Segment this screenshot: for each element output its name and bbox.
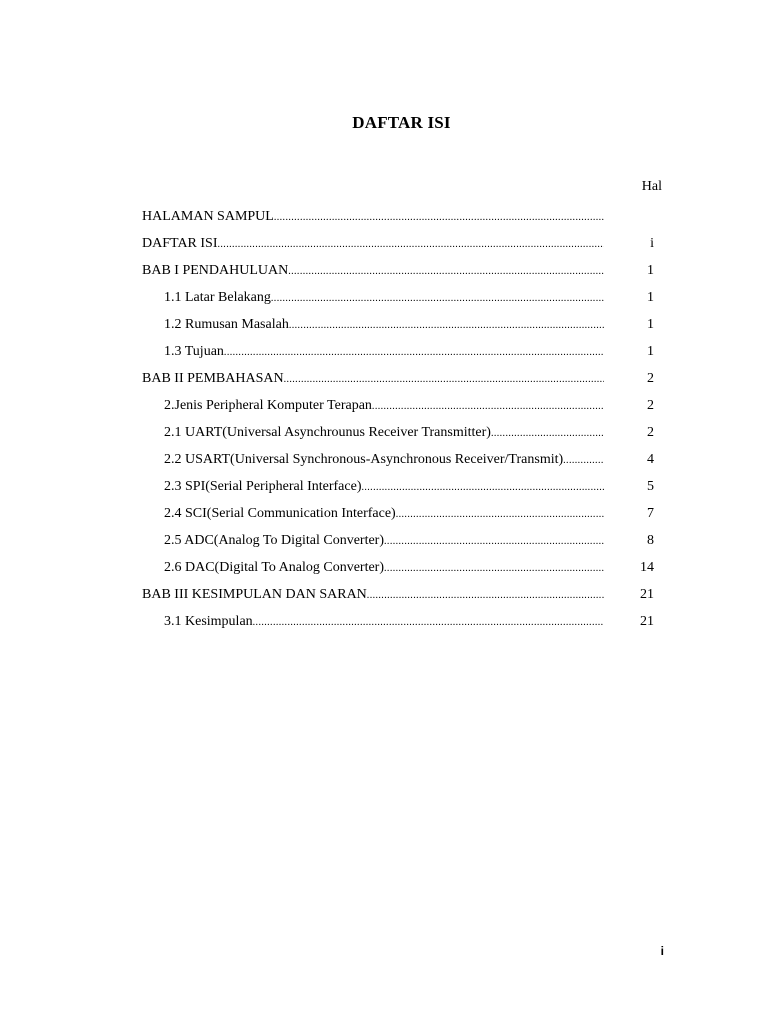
toc-entry-page: 2 — [647, 425, 654, 440]
page-column-header: Hal — [641, 179, 662, 194]
toc-entry-page: 7 — [647, 506, 654, 521]
toc-entry-label: 2.1 UART(Universal Asynchrounus Receiver Transmitter) — [164, 425, 491, 440]
toc-entry-page: i — [650, 236, 654, 251]
toc-entry-1-3 — [142, 343, 662, 370]
toc-entry-label: DAFTAR ISI — [142, 236, 218, 251]
toc-entry-2-6 — [142, 559, 662, 586]
page-title: DAFTAR ISI — [352, 113, 451, 132]
toc-entry-label: 2.6 DAC(Digital To Analog Converter) — [164, 560, 385, 575]
dot-leader — [218, 236, 605, 253]
toc-entry-label: 3.1 Kesimpulan — [164, 614, 253, 629]
toc-entry-label: BAB I PENDAHULUAN — [142, 263, 289, 278]
toc-entry-page: 1 — [647, 290, 654, 305]
toc-entry-bab-1 — [142, 262, 662, 289]
toc-entry-2 — [142, 397, 662, 424]
dot-leader — [372, 398, 604, 415]
toc-entry-label: 2.4 SCI(Serial Communication Interface) — [164, 506, 396, 521]
toc-entry-daftar-isi — [142, 235, 662, 262]
dot-leader — [384, 560, 604, 577]
dot-leader — [289, 317, 604, 334]
toc-entry-label: BAB II PEMBAHASAN — [142, 371, 284, 386]
toc-entry-page: 1 — [647, 344, 654, 359]
toc-entry-2-1 — [142, 424, 662, 451]
toc-entry-label: 1.1 Latar Belakang — [164, 290, 271, 305]
dot-leader — [491, 425, 604, 442]
toc-entry-halaman-sampul — [142, 208, 662, 235]
toc-entry-2-3 — [142, 478, 662, 505]
dot-leader — [384, 533, 604, 550]
toc-entry-label: 2.5 ADC(Analog To Digital Converter) — [164, 533, 385, 548]
table-of-contents — [142, 208, 662, 640]
toc-entry-label: 2.3 SPI(Serial Peripheral Interface) — [164, 479, 362, 494]
dot-leader — [274, 209, 604, 226]
toc-entry-bab-2 — [142, 370, 662, 397]
toc-entry-label: HALAMAN SAMPUL — [142, 209, 274, 224]
toc-entry-page: 14 — [640, 560, 654, 575]
toc-entry-label: 1.3 Tujuan — [164, 344, 224, 359]
toc-entry-label: 1.2 Rumusan Masalah — [164, 317, 289, 332]
toc-entry-2-2 — [142, 451, 662, 478]
dot-leader — [288, 263, 604, 280]
dot-leader — [396, 506, 604, 523]
dot-leader — [224, 344, 604, 361]
toc-entry-3-1 — [142, 613, 662, 640]
toc-entry-page: 21 — [640, 614, 654, 629]
toc-entry-label: 2.2 USART(Universal Synchronous-Asynchronous Receiver/Transmit) — [164, 452, 564, 467]
toc-entry-page: 1 — [647, 317, 654, 332]
toc-entry-page: 2 — [647, 398, 654, 413]
dot-leader — [361, 479, 604, 496]
toc-entry-bab-3 — [142, 586, 662, 613]
dot-leader — [271, 290, 604, 307]
page-number-footer: i — [660, 944, 664, 958]
toc-entry-2-5 — [142, 532, 662, 559]
toc-entry-label: BAB III KESIMPULAN DAN SARAN — [142, 587, 367, 602]
dot-leader — [563, 452, 604, 469]
toc-entry-page: 5 — [647, 479, 654, 494]
dot-leader — [253, 614, 604, 631]
toc-entry-page: 1 — [647, 263, 654, 278]
toc-entry-2-4 — [142, 505, 662, 532]
toc-entry-page: 8 — [647, 533, 654, 548]
dot-leader — [367, 587, 604, 604]
toc-entry-page: 4 — [647, 452, 654, 467]
toc-entry-page: 2 — [647, 371, 654, 386]
dot-leader — [284, 371, 604, 388]
toc-entry-page: 21 — [640, 587, 654, 602]
toc-entry-label: 2.Jenis Peripheral Komputer Terapan — [164, 398, 372, 413]
toc-entry-1-1 — [142, 289, 662, 316]
toc-entry-1-2 — [142, 316, 662, 343]
